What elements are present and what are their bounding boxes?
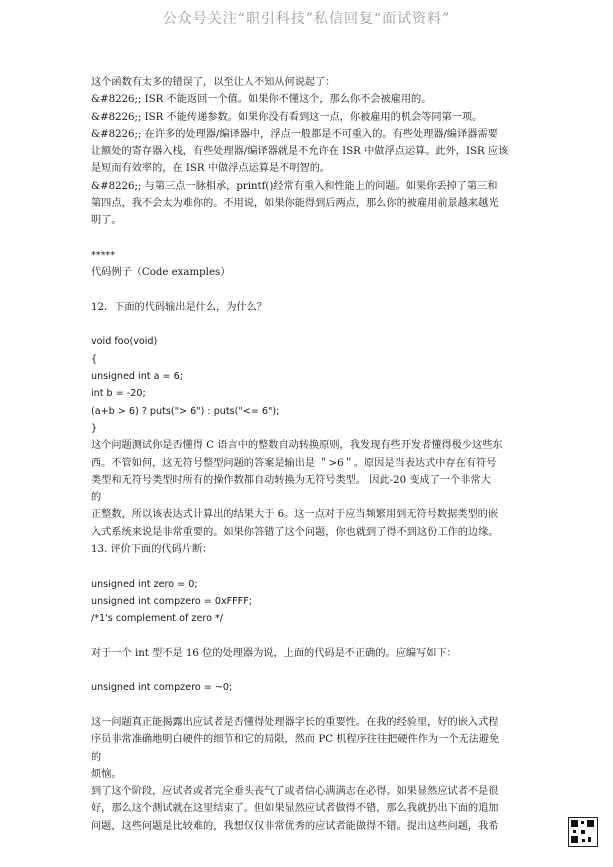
bullet-line: &#8226;; 与第三点一脉相承，printf()经常有重入和性能上的问题。如果你丢掉了第三和 <box>91 180 498 192</box>
intro-line: 这个函数有太多的错误了，以至让人不知从何说起了： <box>91 77 336 88</box>
spacer <box>91 316 523 333</box>
code-line: unsigned int compzero = ~0; <box>91 682 233 694</box>
paragraph-line: 好，那么这个测试就在这里结束了。但如果显然应试者做得不错，那么我就扔出下面的追加 <box>91 803 499 815</box>
explanation-line: 这个问题测试你是否懂得 C 语言中的整数自动转换原则，我发现有些开发者懂得极少这些东 <box>91 440 503 452</box>
paragraph-line: 烦恼。 <box>91 768 122 780</box>
paragraph-line: 问题，这些问题是比较难的，我想仅仅非常优秀的应试者能做得不错。提出这些问题，我希 <box>91 820 499 832</box>
code-line: /*1's complement of zero */ <box>91 613 224 625</box>
section-separator: ***** <box>91 249 115 261</box>
document-body <box>91 74 523 835</box>
explanation-line: 类型和无符号类型时所有的操作数都自动转换为无符号类型。 因此-20 变成了一个非常大 <box>91 474 491 486</box>
paragraph-line: 序员非常准确地明白硬件的细节和它的局限，然而 PC 机程序往往把硬件作为一个无法避免 <box>91 734 500 746</box>
paragraph-line: 这一问题真正能揭露出应试者是否懂得处理器字长的重要性。在我的经验里，好的嵌入式程 <box>91 716 499 728</box>
bullet-line: 是短而有效率的，在 ISR 中做浮点运算是不明智的。 <box>91 163 331 175</box>
question-13-title: 13. 评价下面的代码片断： <box>91 544 213 556</box>
section-heading: 代码例子（Code examples） <box>91 267 231 279</box>
page-header-watermark: 公众号关注“职引科技”私信回复“面试资料” <box>162 11 451 27</box>
spacer <box>91 282 523 299</box>
code-line: { <box>91 353 98 365</box>
code-line: void foo(void) <box>91 336 158 348</box>
explanation-line: 正整数，所以该表达式计算出的结果大于 6。这一点对于应当频繁用到无符号数据类型的嵌 <box>91 509 499 521</box>
qr-code-icon <box>568 817 598 847</box>
note-line: 对于一个 int 型不是 16 位的处理器为说，上面的代码是不正确的。应编写如下： <box>91 647 457 659</box>
explanation-line: 入式系统来说是非常重要的。如果你答错了这个问题，你也就到了得不到这份工作的边缘。 <box>91 526 499 538</box>
spacer <box>91 558 523 575</box>
bullet-line: &#8226;; ISR 不能返回一个值。如果你不懂这个，那么你不会被雇用的。 <box>91 94 432 106</box>
bullet-line: 让额处的寄存器入栈，有些处理器/编译器就是不允许在 ISR 中做浮点运算。此外，ISR 应该 <box>91 146 509 158</box>
bullet-line: &#8226;; ISR 不能传递参数。如果你没有看到这一点，你被雇用的机会等同第一项。 <box>91 111 483 123</box>
code-line: unsigned int zero = 0; <box>91 578 198 590</box>
bullet-line: 第四点，我不会太为难你的。不用说，如果你能得到后两点，那么你的被雇用前景越来越光 <box>91 198 499 210</box>
spacer <box>91 662 523 679</box>
explanation-line: 的 <box>91 492 102 504</box>
question-12-title: 12．下面的代码输出是什么，为什么？ <box>91 301 267 313</box>
code-line: } <box>91 422 98 434</box>
paragraph-line: 的 <box>91 751 102 763</box>
code-line: unsigned int compzero = 0xFFFF; <box>91 595 252 607</box>
bullet-line: &#8226;; 在许多的处理器/编译器中，浮点一般都是不可重入的。有些处理器/编译器需要 <box>91 128 498 140</box>
code-line: int b = -20; <box>91 388 146 400</box>
code-line: (a+b > 6) ? puts("> 6") : puts("<= 6"); <box>91 405 280 417</box>
code-line: unsigned int a = 6; <box>91 371 183 383</box>
paragraph-line: 到了这个阶段，应试者或者完全垂头丧气了或者信心满满志在必得。如果显然应试者不是很 <box>91 786 499 798</box>
explanation-line: 西。不管如何，这无符号整型问题的答案是输出是 ＂>6＂。原因是当表达式中存在有符号 <box>91 457 497 469</box>
spacer <box>91 230 523 247</box>
spacer <box>91 697 523 714</box>
bullet-line: 明了。 <box>91 215 122 227</box>
spacer <box>91 628 523 645</box>
